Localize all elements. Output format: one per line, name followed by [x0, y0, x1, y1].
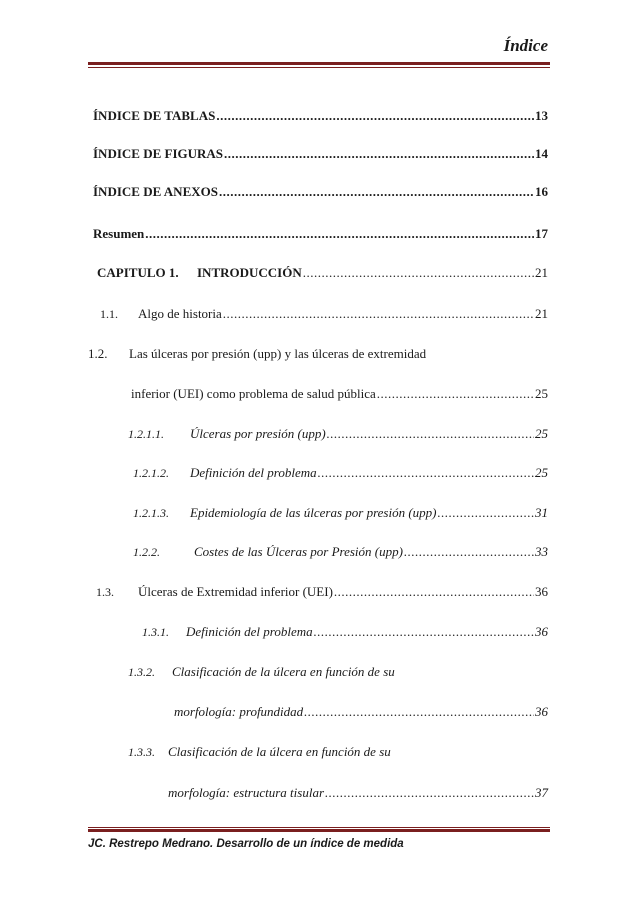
toc-entry-1-2-1-1[interactable]	[128, 426, 548, 442]
toc-entry-label: Clasificación de la úlcera en función de su	[172, 664, 395, 679]
toc-page-number: 14	[535, 146, 548, 161]
toc-page-number: 17	[535, 226, 548, 241]
header-rule-thick	[88, 62, 550, 65]
toc-page-number: 36	[535, 624, 548, 639]
toc-entry-1-3-3-line1[interactable]	[128, 744, 391, 760]
toc-entry-label: ÍNDICE DE ANEXOS	[93, 184, 218, 199]
dot-leader	[325, 785, 534, 801]
toc-entry-label: ÍNDICE DE TABLAS	[93, 108, 216, 123]
toc-page-number: 21	[535, 306, 548, 321]
toc-entry-label: Algo de historia	[138, 306, 222, 321]
footer-rule-thin	[88, 827, 550, 828]
toc-page-number: 21	[535, 265, 548, 280]
toc-entry-number: 1.1.	[100, 307, 118, 321]
toc-page-number: 25	[535, 386, 548, 401]
toc-entry-number: 1.3.3.	[128, 745, 155, 759]
dot-leader	[404, 544, 534, 560]
dot-leader	[303, 265, 534, 281]
toc-page-number: 33	[535, 544, 548, 559]
dot-leader	[224, 146, 534, 162]
toc-entry-1-1[interactable]	[100, 306, 548, 322]
toc-entry-label: INTRODUCCIÓN	[197, 265, 302, 280]
toc-entry-1-3[interactable]	[96, 584, 548, 600]
dot-leader	[223, 306, 534, 322]
toc-entry-label: Definición del problema	[190, 465, 317, 480]
toc-entry-indice-figuras[interactable]	[93, 146, 548, 162]
toc-entry-number: 1.3.	[96, 585, 114, 599]
toc-entry-1-3-2-line1[interactable]	[128, 664, 395, 680]
toc-entry-1-2-line2[interactable]	[131, 386, 548, 402]
toc-page-number: 37	[535, 785, 548, 800]
toc-entry-label: Resumen	[93, 226, 145, 241]
toc-entry-capitulo-1[interactable]	[97, 265, 548, 281]
toc-entry-1-3-1[interactable]	[142, 624, 548, 640]
dot-leader	[145, 226, 534, 242]
dot-leader	[304, 704, 534, 720]
toc-entry-label: Úlceras por presión (upp)	[190, 426, 326, 441]
toc-entry-label: inferior (UEI) como problema de salud pública	[131, 386, 376, 401]
toc-entry-indice-tablas[interactable]	[93, 108, 548, 124]
toc-entry-label: Clasificación de la úlcera en función de su	[168, 744, 391, 759]
toc-entry-1-2-1-2[interactable]	[133, 465, 548, 481]
toc-entry-label: Definición del problema	[186, 624, 313, 639]
toc-entry-number: 1.2.2.	[133, 545, 160, 559]
toc-entry-number: 1.2.1.2.	[133, 466, 169, 480]
dot-leader	[314, 624, 534, 640]
toc-entry-number: 1.2.1.3.	[133, 506, 169, 520]
toc-page-number: 25	[535, 426, 548, 441]
toc-entry-number: 1.3.2.	[128, 665, 155, 679]
toc-entry-label: Epidemiología de las úlceras por presión (upp)	[190, 505, 437, 520]
toc-entry-1-2-1-3[interactable]	[133, 505, 548, 521]
dot-leader	[438, 505, 535, 521]
dot-leader	[377, 386, 534, 402]
toc-entry-label: morfología: profundidad	[174, 704, 304, 719]
toc-page-number: 31	[535, 505, 548, 520]
toc-entry-1-3-2-line2[interactable]	[174, 704, 548, 720]
toc-page-number: 13	[535, 108, 548, 123]
toc-entry-label: morfología: estructura tisular	[168, 785, 325, 800]
dot-leader	[334, 584, 534, 600]
footer-rule-thick	[88, 829, 550, 832]
toc-entry-label: Las úlceras por presión (upp) y las úlceras de extremidad	[129, 346, 427, 361]
dot-leader	[219, 184, 534, 200]
toc-page-number: 36	[535, 584, 548, 599]
toc-entry-1-3-3-line2[interactable]	[168, 785, 548, 801]
dot-leader	[216, 108, 534, 124]
toc-entry-1-2-line1[interactable]	[88, 346, 426, 362]
toc-entry-label: Úlceras de Extremidad inferior (UEI)	[138, 584, 333, 599]
dot-leader	[318, 465, 534, 481]
toc-entry-1-2-2[interactable]	[133, 544, 548, 560]
toc-entry-label: ÍNDICE DE FIGURAS	[93, 146, 224, 161]
toc-page-number: 16	[535, 184, 548, 199]
header-rule-thin	[88, 67, 550, 68]
toc-entry-number: 1.2.1.1.	[128, 427, 164, 441]
toc-entry-number: 1.2.	[88, 346, 108, 361]
toc-entry-resumen[interactable]	[93, 226, 548, 242]
toc-page-number: 25	[535, 465, 548, 480]
toc-page-number: 36	[535, 704, 548, 719]
toc-entry-indice-anexos[interactable]	[93, 184, 548, 200]
dot-leader	[327, 426, 534, 442]
toc-entry-number: CAPITULO 1.	[97, 265, 179, 280]
toc-entry-label: Costes de las Úlceras por Presión (upp)	[194, 544, 403, 559]
page-footer-text: JC. Restrepo Medrano. Desarrollo de un índice de medida	[88, 838, 404, 850]
toc-entry-number: 1.3.1.	[142, 625, 169, 639]
page-header-title: Índice	[503, 36, 548, 55]
